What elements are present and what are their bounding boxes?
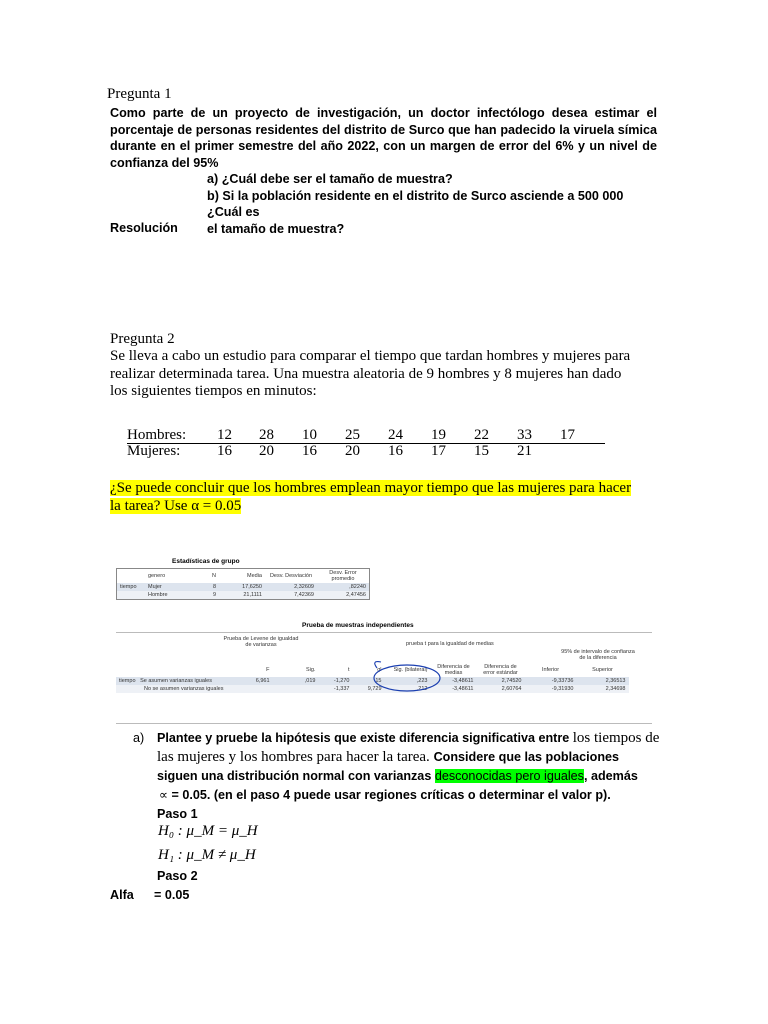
col-header: Sig. [306, 667, 316, 673]
group-stats-title: Estadísticas de grupo [172, 558, 240, 565]
col-header: Desv. Desviación [269, 573, 313, 579]
q1-line: porcentaje de personas residentes del distrito de Surco que han padecido la viruela símica [110, 122, 657, 137]
cell: 20 [259, 443, 274, 459]
cell: -1,270 [333, 678, 350, 684]
hombres-label: Hombres: [127, 427, 187, 443]
q1-item-a: a) ¿Cuál debe ser el tamaño de muestra? [207, 172, 453, 186]
highlighted-text: desconocidas pero iguales [434, 769, 584, 783]
cell: 16 [302, 443, 317, 459]
cell: 16 [217, 443, 232, 459]
levene-header: Prueba de Levene de igualdad de varianzas [223, 636, 299, 648]
times-table [127, 428, 605, 459]
q2-question-line2: la tarea? Use α = 0.05 [110, 498, 242, 514]
q1-paragraph [110, 105, 657, 171]
cell: 10 [302, 427, 317, 443]
alfa-label: Alfa [110, 888, 134, 902]
part-a-text-bold: Considere que las poblaciones [433, 750, 620, 764]
cell: 2,32609 [294, 584, 314, 590]
part-a-text: las mujeres y los hombres para hacer la tarea. [157, 749, 434, 765]
q1-line: durante en el primer semestre del año 2022, con un margen de error del 6% y un nivel de [110, 139, 657, 153]
cell: 6,961 [255, 678, 270, 684]
q1-items [207, 171, 659, 237]
part-a-text: , además [583, 769, 638, 783]
q1-line: confianza del 95% [110, 155, 219, 170]
group-stats-table [116, 568, 370, 600]
cell: 19 [431, 427, 446, 443]
cell: 9,729 [367, 686, 382, 692]
cell: 33 [517, 427, 532, 443]
spss-output [112, 546, 656, 724]
q2-line: Se lleva a cabo un estudio para comparar el tiempo que tardan hombres y mujeres para [110, 348, 631, 364]
cell: 2,47456 [346, 592, 366, 598]
col-header: genero [148, 573, 166, 579]
row-label: Se asumen varianzas iguales [140, 678, 212, 684]
cell: -3,48611 [452, 678, 474, 684]
paso1-label: Paso 1 [157, 807, 198, 821]
q2-heading: Pregunta 2 [110, 331, 175, 347]
ttest-header: prueba t para la igualdad de medias [406, 641, 494, 647]
cell: 17,6250 [242, 584, 262, 590]
cell: 12 [217, 427, 232, 443]
cell: ,223 [416, 678, 428, 684]
cell: ,019 [304, 678, 316, 684]
q2-line: realizar determinada tarea. Una muestra aleatoria de 9 hombres y 8 mujeres han dado [110, 365, 622, 382]
col-header: gl [377, 667, 382, 673]
cell: 8 [212, 584, 216, 590]
part-a-text: los tiempos de [572, 730, 660, 746]
part-a-text-bold: Plantee [157, 731, 206, 745]
col-header: Diferencia de medias [437, 664, 470, 676]
cell: 22 [474, 427, 489, 443]
cell: Hombre [148, 592, 168, 598]
cell: 25 [345, 427, 360, 443]
mujeres-row [127, 444, 605, 460]
q1-heading: Pregunta 1 [107, 86, 172, 102]
col-header: Inferior [541, 667, 560, 673]
q2-question [110, 479, 631, 515]
part-a-text [157, 729, 660, 824]
h1-equation: H₁ : μ_M ≠ μ_H [158, 847, 256, 863]
cell: -1,337 [333, 686, 350, 692]
q2-question-line1: ¿Se puede concluir que los hombres emplean mayor tiempo que las mujeres para hacer [110, 480, 632, 496]
ci-header: 95% de intervalo de confianza de la diferencia [561, 649, 635, 661]
q2-paragraph [110, 348, 650, 401]
cell: -3,48611 [452, 686, 474, 692]
cell: 2,36513 [605, 678, 626, 684]
cell [227, 685, 273, 693]
q1-line: Como parte de un proyecto de investigación, un doctor infectólogo desea estimar el [110, 106, 657, 120]
q1-item-b-line2: el tamaño de muestra? [207, 221, 345, 236]
cell: ,82240 [349, 584, 366, 590]
q1-resolucion: Resolución [110, 221, 178, 235]
row-label: No se asumen varianzas iguales [144, 686, 224, 692]
cell: 21,1111 [243, 592, 262, 598]
cell: 17 [560, 427, 575, 443]
part-a-text: = 0.05. (en el paso 4 puede usar regiones críticas o determinar el valor p). [168, 788, 611, 802]
alpha-symbol: ∝ [159, 788, 168, 802]
var-label: tiempo [119, 678, 136, 684]
col-header: Diferencia de error estándar [483, 664, 518, 676]
paso2-label: Paso 2 [157, 869, 198, 883]
cell: 7,42369 [294, 592, 314, 598]
col-header: N [212, 573, 216, 579]
col-header: Sig. (bilateral) [393, 667, 428, 673]
cell: -9,31930 [551, 686, 574, 692]
col-header: Desv. Error promedio [329, 570, 357, 582]
col-header: Media [247, 573, 262, 579]
part-a-label: a) [133, 731, 145, 745]
var-label: tiempo [120, 584, 137, 590]
cell: 28 [259, 427, 274, 443]
mujeres-label: Mujeres: [127, 443, 181, 459]
cell: 15 [474, 443, 489, 459]
col-header: t [347, 667, 350, 673]
cell: 24 [388, 427, 403, 443]
part-a-text: siguen una distribución normal con varianzas [157, 769, 435, 783]
q1-item-b-line1: b) Si la población residente en el distrito de Surco asciende a 500 000 ¿Cuál es [207, 188, 624, 219]
cell: 2,74520 [501, 678, 522, 684]
cell: 21 [517, 443, 532, 459]
cell: 17 [431, 443, 446, 459]
cell: 9 [212, 592, 216, 598]
ind-test-title: Prueba de muestras independientes [302, 622, 414, 629]
cell: ,212 [416, 686, 428, 692]
cell: 20 [345, 443, 360, 459]
cell [273, 685, 319, 693]
cell: -9,33736 [551, 678, 574, 684]
cell: 2,60764 [501, 686, 522, 692]
pen-circle-annotation [367, 658, 447, 694]
h0-equation: H₀ : μ_M = μ_H [158, 823, 258, 839]
part-a-text: y pruebe la hipótesis que existe diferencia significativa entre [205, 731, 573, 745]
hombres-row [127, 428, 605, 444]
alfa-value: = 0.05 [154, 888, 190, 902]
col-header: Superior [592, 667, 613, 673]
cell: 16 [388, 443, 403, 459]
cell: 2,34698 [605, 686, 626, 692]
q2-line: los siguientes tiempos en minutos: [110, 383, 317, 399]
cell: Mujer [148, 584, 162, 590]
col-header: F [266, 667, 270, 673]
cell: 15 [375, 678, 382, 684]
